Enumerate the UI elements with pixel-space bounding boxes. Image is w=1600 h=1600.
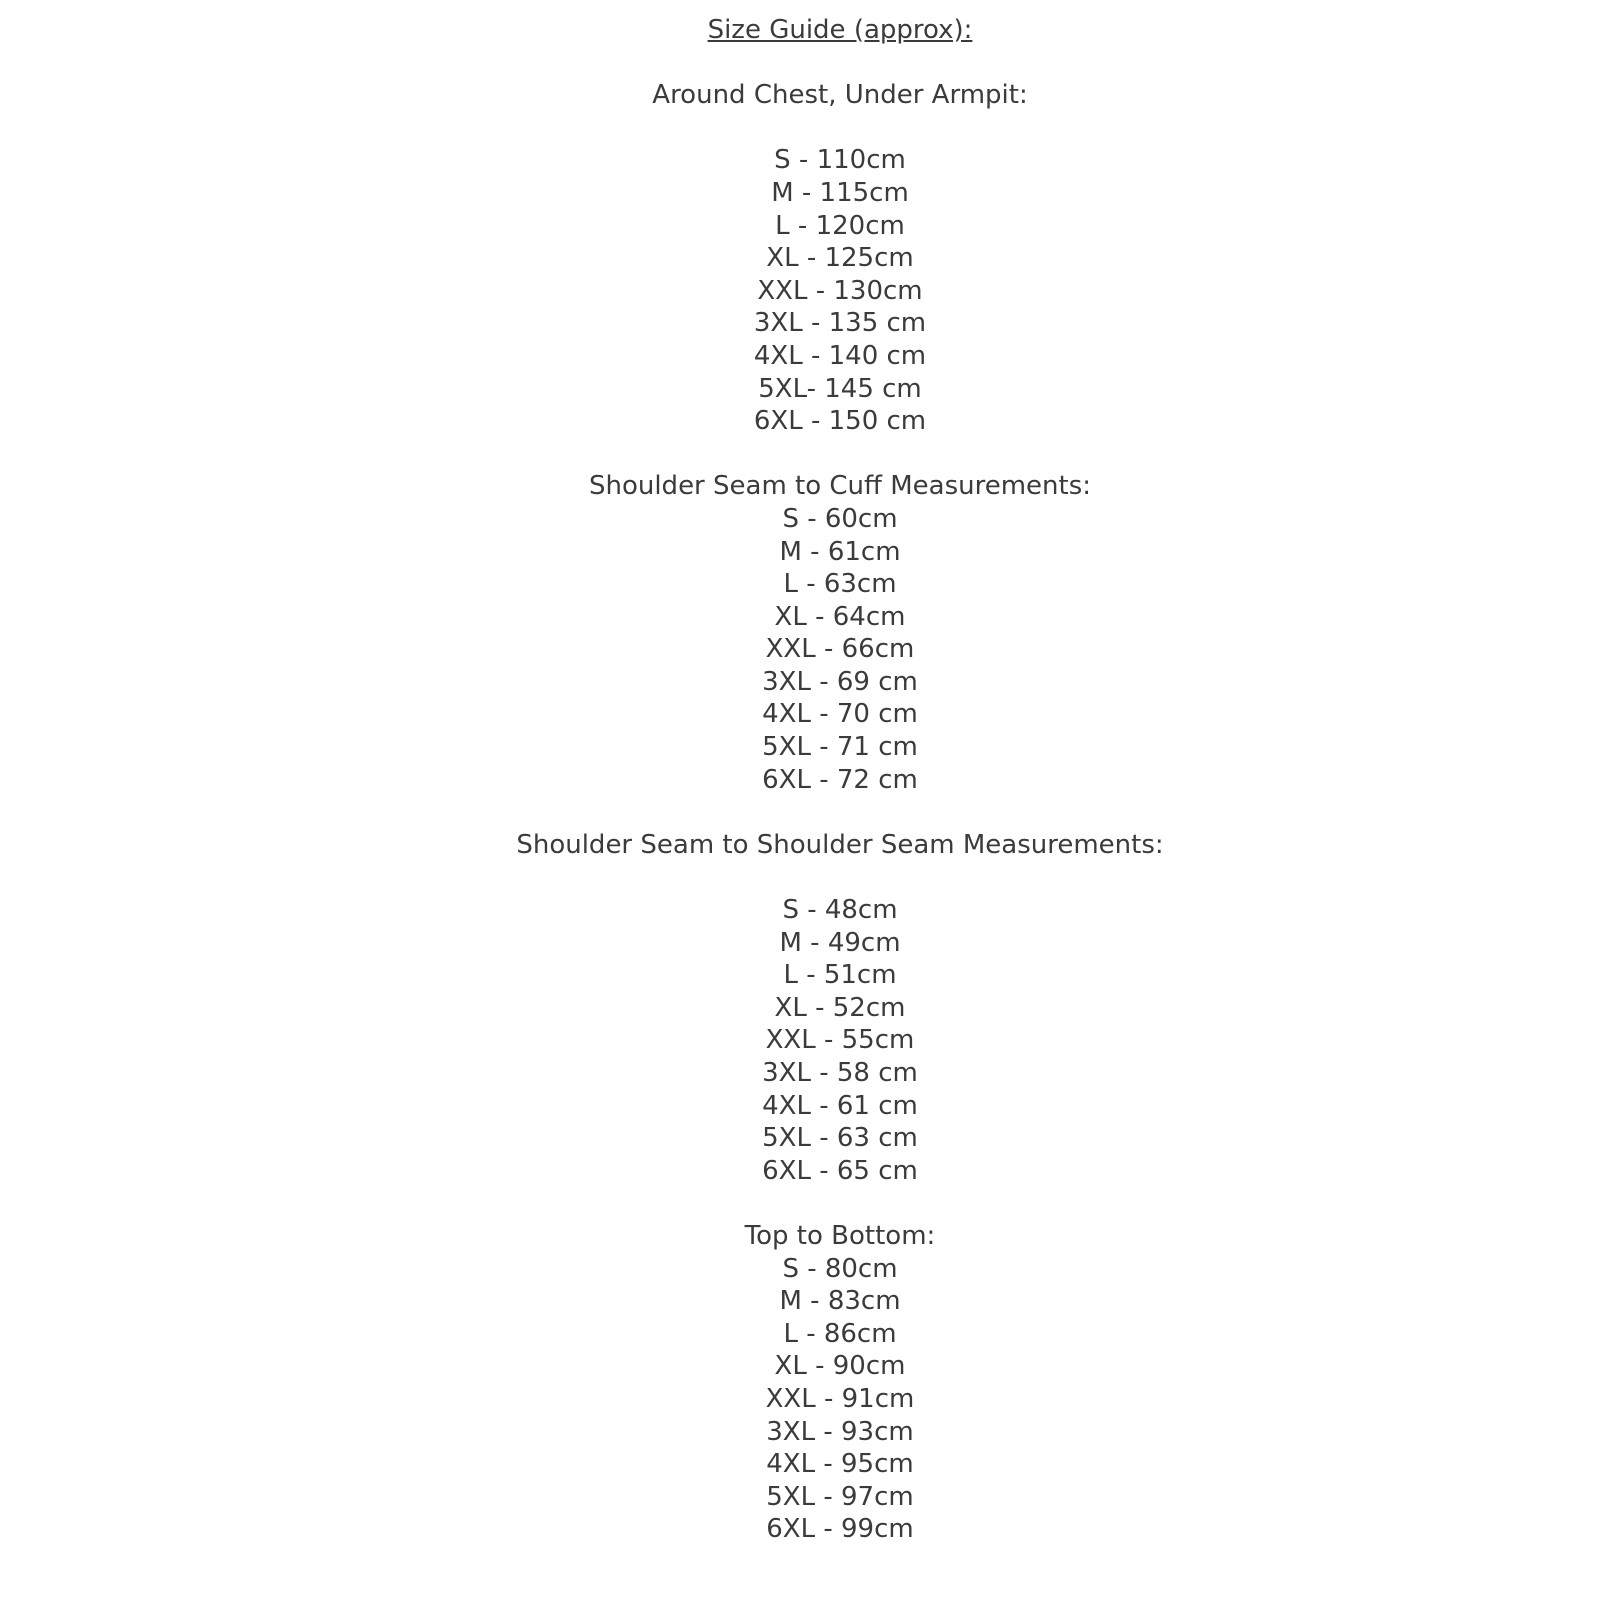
size-item: 5XL - 63 cm	[762, 1123, 918, 1154]
size-item: 5XL - 97cm	[766, 1481, 914, 1512]
blank-line	[80, 1187, 1600, 1220]
section-heading: Around Chest, Under Armpit:	[652, 80, 1028, 111]
size-item: 4XL - 95cm	[766, 1449, 914, 1480]
size-item: XL - 90cm	[774, 1351, 906, 1382]
size-item: 4XL - 70 cm	[762, 699, 918, 730]
section-shoulder-to-cuff	[80, 470, 1600, 796]
size-item: M - 115cm	[771, 177, 909, 208]
size-item: S - 48cm	[782, 895, 898, 926]
size-item: L - 86cm	[783, 1318, 897, 1349]
size-item: S - 60cm	[782, 503, 898, 534]
size-item: 3XL - 69 cm	[762, 666, 918, 697]
size-item: 3XL - 58 cm	[762, 1058, 918, 1088]
size-item: 6XL - 65 cm	[762, 1155, 918, 1186]
size-item: XL - 64cm	[774, 601, 906, 632]
section-heading: Shoulder Seam to Cuff Measurements:	[588, 471, 1092, 502]
size-item: 3XL - 135 cm	[753, 308, 927, 339]
size-item: L - 63cm	[783, 569, 897, 600]
size-item: XXL - 55cm	[765, 1025, 915, 1056]
size-item: 5XL- 145 cm	[758, 373, 922, 404]
section-shoulder-to-shoulder	[80, 829, 1600, 1188]
blank-line	[80, 112, 1600, 145]
size-item: XXL - 91cm	[765, 1383, 915, 1414]
blank-line	[80, 47, 1600, 80]
blank-line	[80, 438, 1600, 471]
size-item: 4XL - 61 cm	[762, 1090, 918, 1121]
size-item: XXL - 66cm	[765, 634, 915, 665]
size-item: M - 83cm	[779, 1286, 901, 1317]
page-title: Size Guide (approx):	[707, 15, 973, 45]
size-item: 3XL - 93cm	[766, 1416, 914, 1447]
blank-line	[80, 796, 1600, 829]
size-item: XL - 125cm	[766, 243, 914, 274]
section-heading: Top to Bottom:	[744, 1220, 936, 1251]
size-item: S - 110cm	[774, 145, 906, 176]
size-item: M - 49cm	[779, 927, 901, 958]
size-item: L - 120cm	[775, 210, 905, 241]
size-item: 6XL - 150 cm	[753, 406, 927, 437]
section-heading: Shoulder Seam to Shoulder Seam Measurements:	[516, 829, 1164, 860]
size-item: S - 80cm	[782, 1253, 898, 1284]
size-item: M - 61cm	[779, 536, 901, 567]
size-item: 4XL - 140 cm	[753, 340, 927, 371]
size-item: XL - 52cm	[774, 992, 906, 1023]
section-top-to-bottom	[80, 1220, 1600, 1546]
size-item: 6XL - 99cm	[766, 1514, 914, 1545]
size-item: XXL - 130cm	[757, 275, 923, 306]
size-item: 5XL - 71 cm	[762, 732, 918, 763]
blank-line	[80, 861, 1600, 894]
size-item: L - 51cm	[783, 960, 897, 991]
section-around-chest	[80, 79, 1600, 438]
size-item: 6XL - 72 cm	[762, 764, 918, 795]
